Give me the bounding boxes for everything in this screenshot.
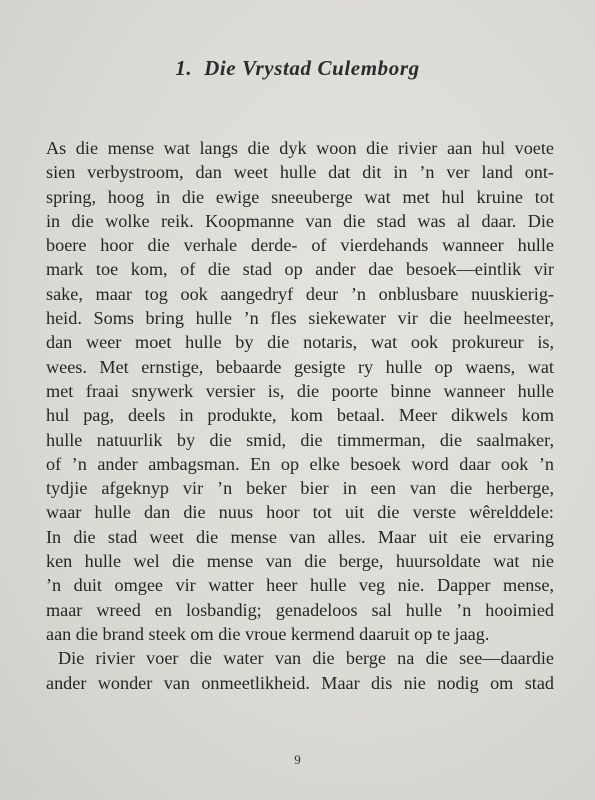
text-line: wees. Met ernstige, bebaarde gesigte ry hulle op waens, wat <box>46 356 554 377</box>
text-line: in die wolke reik. Koopmanne van die stad was al daar. Die <box>46 210 554 231</box>
text-line: As die mense wat langs die dyk woon die rivier aan hul voete <box>46 138 554 158</box>
chapter-title <box>0 56 595 81</box>
text-line: Die rivier voer die water van die berge na die see—daardie <box>58 648 554 669</box>
text-line: mark toe kom, of die stad op ander dae besoek—eintlik vir <box>46 259 554 280</box>
text-line: sake, maar tog ook aangedryf deur ’n onblusbare nuuskierig- <box>46 283 554 304</box>
text-line: heid. Soms bring hulle ’n fles siekewater vir die heelmeester, <box>46 308 554 329</box>
text-line: hul pag, deels in produkte, kom betaal. Meer dikwels kom <box>46 405 554 426</box>
text-line: met fraai snywerk versier is, die poorte binne wanneer hulle <box>46 380 554 401</box>
text-line: ’n duit omgee vir watter heer hulle veg nie. Dapper mense, <box>46 575 554 596</box>
chapter-name: Die Vrystad Culemborg <box>204 56 420 80</box>
page-number: 9 <box>294 752 301 767</box>
chapter-number: 1. <box>175 56 193 80</box>
text-line: maar wreed en losbandig; genadeloos sal hulle ’n hooimied <box>46 599 554 620</box>
text-line: waar hulle dan die nuus hoor tot uit die verste wêrelddele: <box>46 502 554 523</box>
text-line: dan weer moet hulle by die notaris, wat ook prokureur is, <box>46 332 554 353</box>
text-line: spring, hoog in die ewige sneeuberge wat met hul kruine tot <box>46 186 554 207</box>
body-text <box>46 136 554 695</box>
text-line: tydjie afgeknyp vir ’n beker bier in een van die herberge, <box>46 478 554 499</box>
text-line: ken hulle wel die mense van die berge, huursoldate wat nie <box>46 551 554 572</box>
text-line: hulle natuurlik by die smid, die timmerman, die saalmaker, <box>46 429 554 450</box>
text-line: of ’n ander ambagsman. En op elke besoek word daar ook ’n <box>46 453 554 474</box>
text-line: ander wonder van onmeetlikheid. Maar dis nie nodig om stad <box>46 672 554 693</box>
text-line: sien verbystroom, dan weet hulle dat dit in ’n ver land ont- <box>46 162 554 183</box>
text-line: aan die brand steek om die vroue kermend daaruit op te jaag. <box>46 623 490 644</box>
text-line: boere hoor die verhale derde- of vierdehands wanneer hulle <box>46 235 554 256</box>
text-line: In die stad weet die mense van alles. Maar uit eie ervaring <box>46 526 554 547</box>
